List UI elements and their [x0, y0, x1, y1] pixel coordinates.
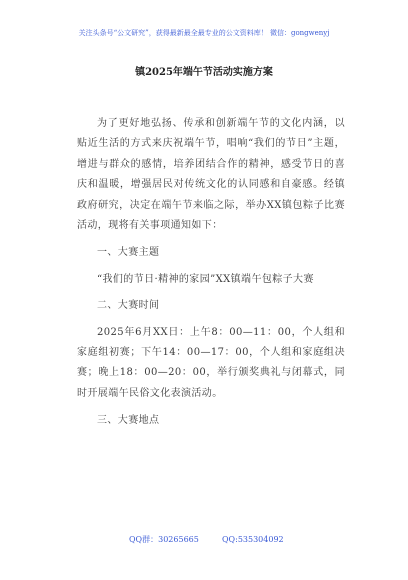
document-title: 镇2025年端午节活动实施方案 — [135, 67, 273, 78]
header-banner-text: 关注头条号“公文研究”，获得最新最全最专业的公文资料库！ 微信：gongwenyj — [78, 29, 330, 37]
header-banner — [0, 29, 408, 38]
section-body-time: 2025年6月XX日：上午8：00—11：00，个人组和家庭组初赛；下午14：00—17：00，个人组和家庭组决赛；晚上18：00—20：00，举行颁奖典礼与闭幕式，同时开展端午民俗文化表演活动。 — [77, 326, 345, 399]
section-heading-location: 三、大赛地点 — [97, 415, 160, 427]
section-heading-time: 二、大赛时间 — [97, 300, 160, 312]
section-heading-theme: 一、大赛主题 — [97, 247, 160, 259]
footer-qq-group: QQ群：30265665 — [129, 535, 199, 544]
section-body-theme: “我们的节日·精神的家园”XX镇端午包粽子大赛 — [97, 273, 314, 285]
document-body — [77, 114, 345, 438]
intro-paragraph: 为了更好地弘扬、传承和创新端午节的文化内涵，以贴近生活的方式来庆祝端午节，唱响“我们的节日”主题，增进与群众的感情，培养团结合作的精神，感受节日的喜庆和温暖，增强居民对传统文化的认同感和自豪感。经镇政府研究，决定在端午节来临之际，举办XX镇包粽子比赛活动，现将有关事项通知如下： — [77, 118, 345, 232]
footer — [0, 533, 408, 547]
footer-qq: QQ:535304092 — [222, 535, 284, 544]
